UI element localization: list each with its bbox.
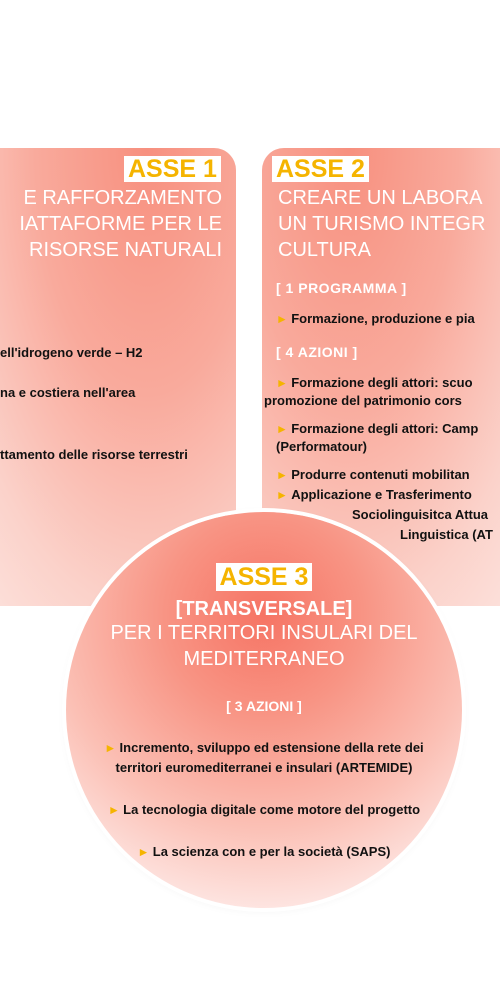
- asse3-section-azioni: [ 3 AZIONI ]: [226, 698, 302, 714]
- asse1-item-3: ttamento delle risorse terrestri: [0, 447, 188, 462]
- asse2-subtitle-line-2: UN TURISMO INTEGR: [278, 213, 486, 235]
- asse3-action-2: ► La tecnologia digitale come motore del progetto: [107, 802, 421, 817]
- triangle-right-icon: ►: [276, 422, 292, 436]
- triangle-right-icon: ►: [276, 488, 292, 502]
- triangle-right-icon: ►: [104, 741, 120, 755]
- asse2-subtitle-line-3: CULTURA: [278, 239, 371, 261]
- asse3-action-1-line-2: territori euromediterranei e insulari (ARTEMIDE): [115, 760, 413, 775]
- asse2-action-4-line-2: Sociolinguisitca Attua: [352, 507, 489, 522]
- asse3-action-3: ► La scienza con e per la società (SAPS): [137, 844, 391, 859]
- asse3-subtitle-line-2: MEDITERRANEO: [183, 648, 345, 670]
- asse3-title: ASSE 3: [216, 563, 313, 591]
- asse3-circle: [66, 512, 462, 908]
- asse3-action-1: ► Incremento, sviluppo ed estensione della rete dei: [104, 740, 424, 755]
- triangle-right-icon: ►: [276, 376, 292, 390]
- asse1-subtitle-line-2: IATTAFORME PER LE: [19, 213, 222, 235]
- asse3-tag: [TRANSVERSALE]: [175, 598, 353, 620]
- triangle-right-icon: ►: [276, 312, 292, 326]
- asse2-action-1-line-2: promozione del patrimonio cors: [264, 393, 462, 408]
- asse2-program-item: ► Formazione, produzione e pia: [276, 311, 475, 326]
- asse1-item-2: na e costiera nell'area: [0, 385, 136, 400]
- asse1-subtitle-line-3: RISORSE NATURALI: [29, 239, 222, 261]
- asse2-title: ASSE 2: [272, 156, 369, 182]
- asse1-item-1: ell'idrogeno verde – H2: [0, 345, 143, 360]
- asse3-subtitle-line-1: PER I TERRITORI INSULARI DEL: [110, 622, 418, 644]
- asse2-section-azioni: [ 4 AZIONI ]: [276, 344, 358, 360]
- asse2-action-2-line-2: (Performatour): [276, 439, 368, 454]
- asse1-title: ASSE 1: [124, 156, 221, 182]
- asse2-action-2: ► Formazione degli attori: Camp: [276, 421, 479, 436]
- triangle-right-icon: ►: [276, 468, 292, 482]
- asse2-action-3: ► Produrre contenuti mobilitan: [276, 467, 470, 482]
- triangle-right-icon: ►: [137, 845, 153, 859]
- asse2-action-1: ► Formazione degli attori: scuo: [276, 375, 473, 390]
- asse2-subtitle-line-1: CREARE UN LABORA: [278, 187, 483, 209]
- asse2-section-programma: [ 1 PROGRAMMA ]: [276, 280, 407, 296]
- triangle-right-icon: ►: [107, 803, 124, 817]
- asse2-action-4: ► Applicazione e Trasferimento: [276, 487, 472, 502]
- asse2-action-4-line-3: Linguistica (AT: [400, 527, 493, 542]
- asse1-subtitle-line-1: E RAFFORZAMENTO: [23, 187, 222, 209]
